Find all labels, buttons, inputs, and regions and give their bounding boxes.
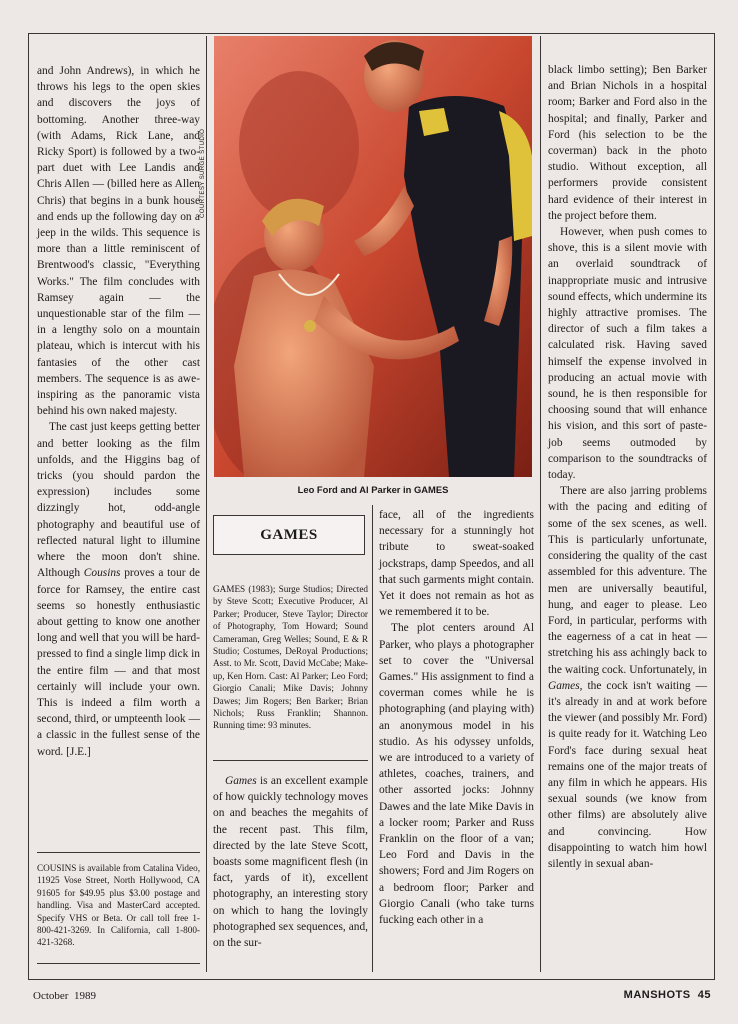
paragraph: face, all of the ingredients necessary for a stunningly hot tribute to sweat-soaked jockstraps, damp Speedos, and all that such garments might contain. Yet it does not remain as hot as we remembered it to be. [379,509,534,619]
footer-date [33,990,96,1002]
article-column-4 [548,62,707,872]
footer-month: October [33,990,69,1002]
page-number: 45 [697,989,711,1001]
film-credits: GAMES (1983); Surge Studios; Directed by Steve Scott; Executive Producer, Al Parker; Producer, Steve Taylor; Director of Photography, Tom Howard; Sound Cameraman, Greg Welles; Sound, E & R Studio; Costumes, DeRoyal Productions; Asst. to Mr. Scott, David McCabe; Make-up, Ken Horn. Cast: Al Parker; Leo Ford; Giorgio Canali; Mike Davis; Johnny Dawes; Jim Rogers; Ben Barker; Brian Nichols; Russ Franklin; Shannon. Running time: 93 minutes. [213,584,368,731]
paragraph: Games is an excellent example of how quickly technology moves on and beaches the megahits of the recent past. This film, directed by the late Steve Scott, boasts some magnificent flesh (in fact, yards of it), excellent photography, an interesting story on which to hang the lovingly photographed sex sequences, and, on the sur- [213,775,369,950]
review-title: GAMES [260,526,318,543]
paragraph: and John Andrews), in which he throws his legs to the open skies and discovers the joys of bottoming. Another three-way (with Adams, Rick Lane, and Ricky Sport) is followed by a two-part duet with Lee Landis and Chris Allen — (billed here as Allen Chris) that begins in a bunk house and ends up the following day on a jeep in the wilds. This sequence is more than a little reminiscent of Brentwood's classic, "Everything Works." The film concludes with Ramsey again — the unquestionable star of the film — in a lengthy solo on a mountain plateau, which is intercut with his fantasies of the other cast members. The sequence is as awe-inspiring as the panoramic vista behind his own naked majesty. [37,65,200,418]
article-column-2 [213,773,368,951]
footer-year: 1989 [73,990,96,1002]
footer-folio [624,989,711,1001]
section-divider [37,963,200,964]
section-divider [37,852,200,853]
photo-credit: COURTESY SURGE STUDIO [199,128,206,218]
photo-caption: Leo Ford and Al Parker in GAMES [297,484,449,495]
paragraph: However, when push comes to shove, this is a silent movie with an overlaid soundtrack of inappropriate music and intrusive sound effects, which undermine its highly attractive promises. The director of such a film takes a calculated risk. Having saved himself the expense involved in producing an actual movie with sound, he is then responsible for choosing sound that will enhance his vision, and this sort of paste-job seems outmoded by comparison to the soundtracks of today. [548,226,707,482]
availability-note: COUSINS is available from Catalina Video, 11925 Vose Street, North Hollywood, CA 91605 for $49.95 plus $3.00 postage and handling. Visa and MasterCard accepted. Specify VHS or Beta. Or call toll free 1-800-421-3269. In California, call 1-800-421-3268. [37,863,200,948]
article-column-1 [37,63,200,760]
section-divider [213,760,368,761]
review-title-box [213,515,365,555]
paragraph: black limbo setting); Ben Barker and Brian Nichols in a hospital room; Barker and Ford also in the hospital; and finally, Parker and Ford (his selection to be the coverman) back in the photo studio. Without exception, all performers provide consistent hard evidence of their interest in the project before them. [548,64,707,222]
paragraph: There are also jarring problems with the pacing and editing of some of the sex scenes, as well. This is particularly unfortunate, considering the quality of the cast assembled for this adventure. The men are universally beautiful, hung, and eager to please. Leo Ford, in particular, performs with the eagerness of a cat in heat — stretching his ass achingly back to the waiting cock. Unfortunately, in Games, the cock isn't waiting — it's already in and at work before the viewer (and possibly Mr. Ford) is quite ready for it. Watching Leo Ford's face during sexual heat remains one of the major treats of any film in which he appears. His sexual sounds (we know from other films) are absolutely alive and convincing. How disappointing to watch him howl silently in sexual aban- [548,485,707,870]
paragraph: The plot centers around Al Parker, who plays a photographer set to cover the "Universal Games." His assignment to find a coverman comes while he is photographing (and playing with) an anonymous model in his studio. As his odyssey unfolds, we are introduced to a variety of athletes, coaches, trainers, and other assorted jocks: Johnny Dawes and the late Mike Davis in a locker room; Parker and Russ Franklin on the floor of a van; Leo Ford and Davis in the showers; Ford and Jim Rogers on a bedroom floor; Parker and Giorgio Canali (who take turns fucking each other in a [379,622,534,927]
column-rule-2 [372,505,373,972]
column-rule-3 [540,36,541,972]
magazine-name: MANSHOTS [623,989,691,1001]
photo-illustration [214,36,532,477]
film-still-photo [214,36,532,477]
paragraph: The cast just keeps getting better and better looking as the film unfolds, and the Higgins bag of tricks (you should pardon the expression) includes some dizzingly hot, odd-angle photography and beautiful use of reflected natural light to illumine where the moon don't shine. Although Cousins proves a tour de force for Ramsey, the entire cast seems so honestly enthusiastic about getting to know one another long and well that you will be hard-pressed to find a single limp dick in the entire film — and that most certainly will include your own. This is indeed a film worth a second, third, or umpteenth look — a classic in the fullest sense of the word. [J.E.] [37,421,200,758]
article-column-3 [379,507,534,928]
